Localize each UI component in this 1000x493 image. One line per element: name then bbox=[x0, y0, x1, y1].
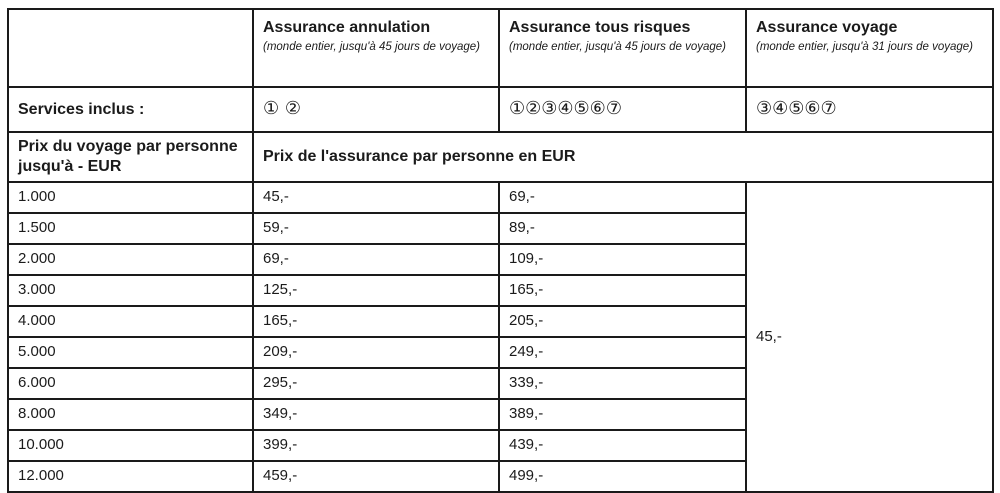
tier-cell: 12.000 bbox=[8, 461, 253, 492]
price-tous-risques-cell: 89,- bbox=[499, 213, 746, 244]
tier-cell: 3.000 bbox=[8, 275, 253, 306]
column-title: Assurance tous risques bbox=[509, 19, 691, 36]
price-tous-risques-cell: 439,- bbox=[499, 430, 746, 461]
tier-cell: 2.000 bbox=[8, 244, 253, 275]
price-annulation-cell: 459,- bbox=[253, 461, 499, 492]
trip-price-header-cell bbox=[8, 132, 253, 182]
tier-cell: 8.000 bbox=[8, 399, 253, 430]
price-annulation-cell: 295,- bbox=[253, 368, 499, 399]
tier-cell: 10.000 bbox=[8, 430, 253, 461]
trip-price-header: Prix du voyage par personne jusqu'à - EUR bbox=[18, 138, 238, 175]
circled-numbers-annulation: ① ② bbox=[263, 98, 301, 120]
price-tous-risques-cell: 499,- bbox=[499, 461, 746, 492]
price-annulation-cell: 69,- bbox=[253, 244, 499, 275]
insurance-price-header: Prix de l'assurance par personne en EUR bbox=[263, 148, 576, 165]
price-tous-risques-cell: 109,- bbox=[499, 244, 746, 275]
services-annulation-cell bbox=[253, 87, 499, 132]
column-header-assurance-tous-risques bbox=[499, 9, 746, 87]
services-label-cell bbox=[8, 87, 253, 132]
price-voyage-merged-cell: 45,- bbox=[746, 182, 993, 492]
column-subtitle: (monde entier, jusqu'à 45 jours de voyage) bbox=[509, 41, 726, 54]
price-annulation-cell: 59,- bbox=[253, 213, 499, 244]
price-annulation-cell: 125,- bbox=[253, 275, 499, 306]
tier-cell: 6.000 bbox=[8, 368, 253, 399]
tier-cell: 4.000 bbox=[8, 306, 253, 337]
price-tous-risques-cell: 339,- bbox=[499, 368, 746, 399]
corner-cell bbox=[8, 9, 253, 87]
tier-cell: 1.000 bbox=[8, 182, 253, 213]
column-header-assurance-annulation bbox=[253, 9, 499, 87]
table-header-row bbox=[8, 9, 993, 87]
services-label: Services inclus : bbox=[18, 100, 145, 118]
price-annulation-cell: 349,- bbox=[253, 399, 499, 430]
column-subtitle: (monde entier, jusqu'à 31 jours de voyage) bbox=[756, 41, 973, 54]
price-annulation-cell: 399,- bbox=[253, 430, 499, 461]
column-title: Assurance voyage bbox=[756, 19, 898, 36]
services-row bbox=[8, 87, 993, 132]
price-annulation-cell: 165,- bbox=[253, 306, 499, 337]
insurance-price-header-cell bbox=[253, 132, 993, 182]
price-annulation-cell: 209,- bbox=[253, 337, 499, 368]
price-tous-risques-cell: 165,- bbox=[499, 275, 746, 306]
column-subtitle: (monde entier, jusqu'à 45 jours de voyage) bbox=[263, 41, 480, 54]
services-voyage-cell bbox=[746, 87, 993, 132]
column-title: Assurance annulation bbox=[263, 19, 431, 36]
circled-numbers-tous-risques: ①②③④⑤⑥⑦ bbox=[509, 98, 622, 120]
tier-cell: 1.500 bbox=[8, 213, 253, 244]
services-tous-risques-cell bbox=[499, 87, 746, 132]
tier-cell: 5.000 bbox=[8, 337, 253, 368]
price-annulation-cell: 45,- bbox=[253, 182, 499, 213]
price-header-row bbox=[8, 132, 993, 182]
column-header-assurance-voyage bbox=[746, 9, 993, 87]
price-tous-risques-cell: 205,- bbox=[499, 306, 746, 337]
price-tous-risques-cell: 249,- bbox=[499, 337, 746, 368]
price-tous-risques-cell: 69,- bbox=[499, 182, 746, 213]
table-row bbox=[8, 182, 993, 213]
circled-numbers-voyage: ③④⑤⑥⑦ bbox=[756, 98, 837, 120]
insurance-pricing-table bbox=[7, 8, 994, 493]
price-tous-risques-cell: 389,- bbox=[499, 399, 746, 430]
